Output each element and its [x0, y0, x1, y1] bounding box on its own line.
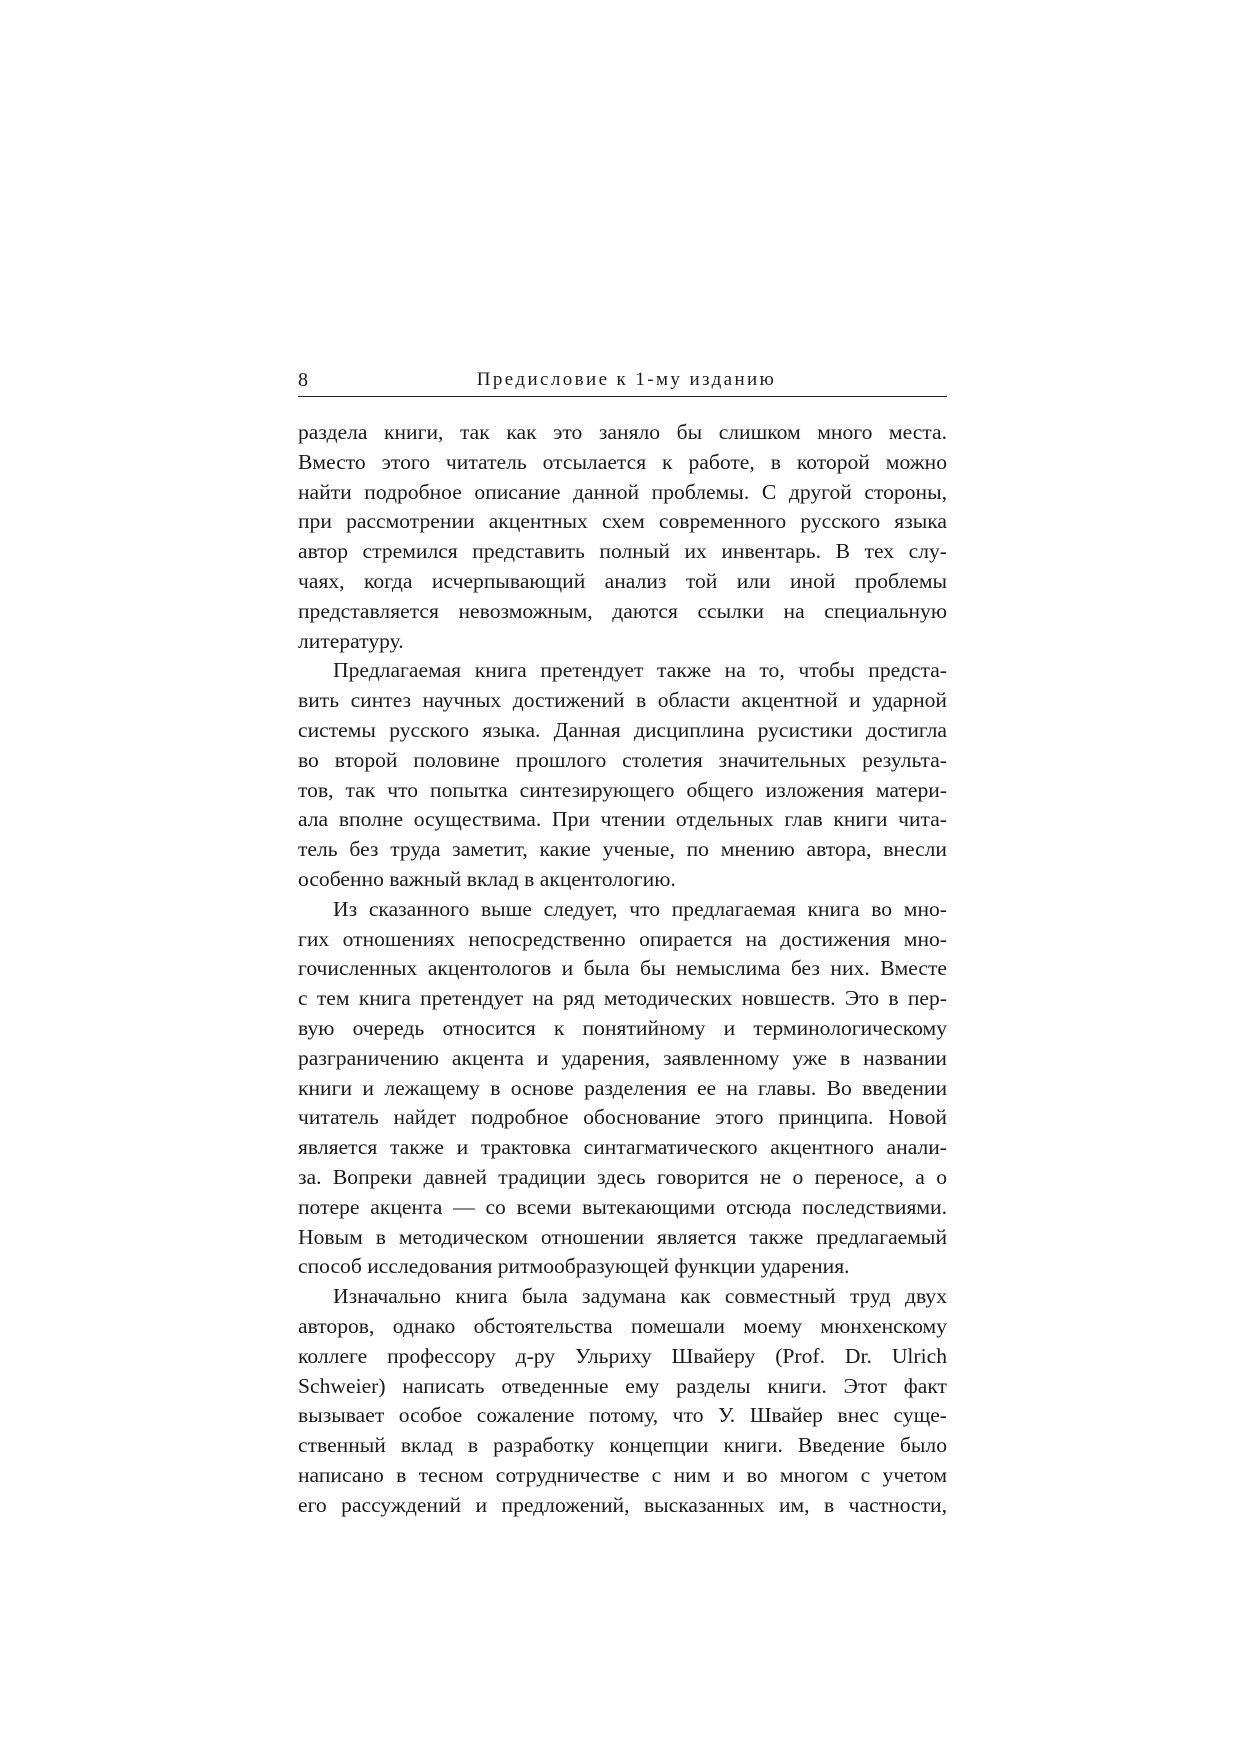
text-line: авторов, однако обстоятельства помешали моему мюнхенскому — [298, 1313, 947, 1338]
body-text — [298, 418, 947, 1520]
text-line: вую очередь относится к понятийному и терминологическому — [298, 1015, 947, 1040]
paragraph-first-line: Изначально книга была задумана как совместный труд двух — [333, 1284, 947, 1309]
text-line: найти подробное описание данной проблемы. С другой стороны, — [298, 479, 947, 504]
text-line: написано в тесном сотрудничестве с ним и во многом с учетом — [298, 1462, 947, 1487]
text-line: читатель найдет подробное обоснование этого принципа. Новой — [298, 1105, 947, 1130]
text-line: представляется невозможным, даются ссылки на специальную — [298, 598, 947, 623]
text-line: автор стремился представить полный их инвентарь. В тех слу- — [298, 539, 947, 564]
text-line: его рассуждений и предложений, высказанных им, в частности, — [298, 1492, 947, 1517]
paragraph-first-line: Предлагаемая книга претендует также на то, чтобы предста- — [333, 658, 947, 683]
text-line: чаях, когда исчерпывающий анализ той или иной проблемы — [298, 568, 947, 593]
text-line: потере акцента — со всеми вытекающими отсюда последствиями. — [298, 1194, 947, 1219]
text-line: раздела книги, так как это заняло бы слишком много места. — [298, 420, 947, 444]
text-line: с тем книга претендует на ряд методических новшеств. Это в пер- — [298, 986, 947, 1011]
text-line: литературу. — [298, 628, 404, 653]
text-line: тель без труда заметит, какие ученые, по мнению автора, внесли — [298, 837, 947, 862]
paragraph-first-line: Из сказанного выше следует, что предлагаемая книга во мно- — [333, 896, 947, 921]
page-number: 8 — [298, 369, 308, 391]
text-line: вызывает особое сожаление потому, что У. Швайер внес суще- — [298, 1403, 947, 1428]
text-line: является также и трактовка синтагматического акцентного анали- — [298, 1135, 947, 1160]
running-header — [298, 368, 947, 397]
text-line: коллеге профессору д-ру Ульриху Швайеру (Prof. Dr. Ulrich — [298, 1343, 947, 1368]
text-line: системы русского языка. Данная дисциплина русистики достигла — [298, 717, 947, 742]
text-line: ала вполне осуществима. При чтении отдельных глав книги чита- — [298, 807, 947, 832]
text-line: вить синтез научных достижений в области акцентной и ударной — [298, 688, 947, 713]
text-line: Новым в методическом отношении является также предлагаемый — [298, 1224, 947, 1249]
text-line: книги и лежащему в основе разделения ее на главы. Во введении — [298, 1075, 947, 1100]
text-line: гих отношениях непосредственно опирается на достижения мно- — [298, 926, 947, 951]
text-line: гочисленных акцентологов и была бы немыслима без них. Вместе — [298, 956, 947, 981]
text-line: ственный вклад в разработку концепции книги. Введение было — [298, 1433, 947, 1458]
text-line: при рассмотрении акцентных схем современного русского языка — [298, 509, 947, 534]
text-line: тов, так что попытка синтезирующего общего изложения матери- — [298, 777, 947, 802]
text-line: за. Вопреки давней традиции здесь говорится не о переносе, а о — [298, 1164, 947, 1189]
running-title: Предисловие к 1-му изданию — [476, 369, 777, 390]
text-line: Schweier) написать отведенные ему разделы книги. Этот факт — [298, 1373, 947, 1398]
text-line: особенно важный вклад в акцентологию. — [298, 866, 676, 891]
text-line: Вместо этого читатель отсылается к работе, в которой можно — [298, 449, 947, 474]
text-line: во второй половине прошлого столетия значительных результа- — [298, 747, 947, 772]
text-line: способ исследования ритмообразующей функции ударения. — [298, 1254, 850, 1279]
text-line: разграничению акцента и ударения, заявленному уже в названии — [298, 1045, 947, 1070]
